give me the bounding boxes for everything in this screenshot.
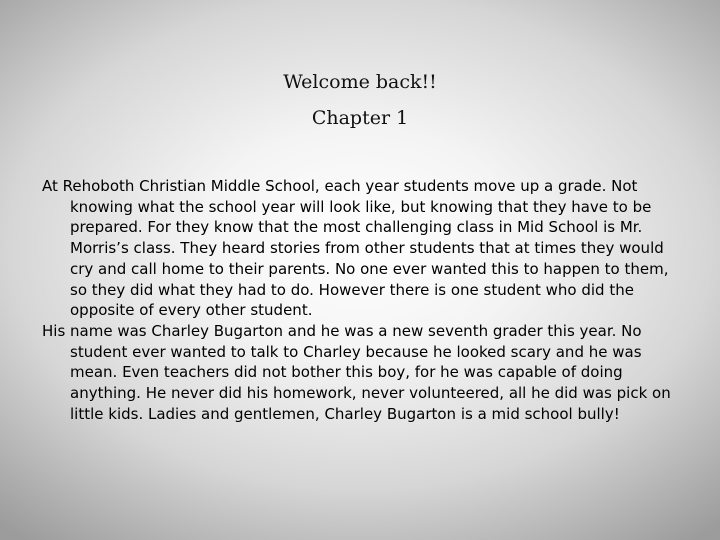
paragraph-1: At Rehoboth Christian Middle School, each year students move up a grade. Not knowing what the school year will look like, but knowing that they have to be prepared. For they know that the most challenging class in Mid School is Mr. Morris’s class. They heard stories from other students that at times they would cry and call home to their parents. No one ever wanted this to happen to them, so they did what they had to do. However there is one student who did the opposite of every other student.: [42, 177, 669, 320]
title-block: [0, 64, 720, 136]
paragraph-2: His name was Charley Bugarton and he was a new seventh grader this year. No student ever wanted to talk to Charley because he looked scary and he was mean. Even teachers did not bother this boy, for he was capable of doing anything. He never did his homework, never volunteered, all he did was pick on little kids. Ladies and gentlemen, Charley Bugarton is a mid school bully!: [42, 321, 671, 423]
chapter-heading: Chapter 1: [311, 107, 409, 129]
slide-title: Welcome back!!: [283, 71, 437, 93]
body-text: [42, 176, 682, 424]
